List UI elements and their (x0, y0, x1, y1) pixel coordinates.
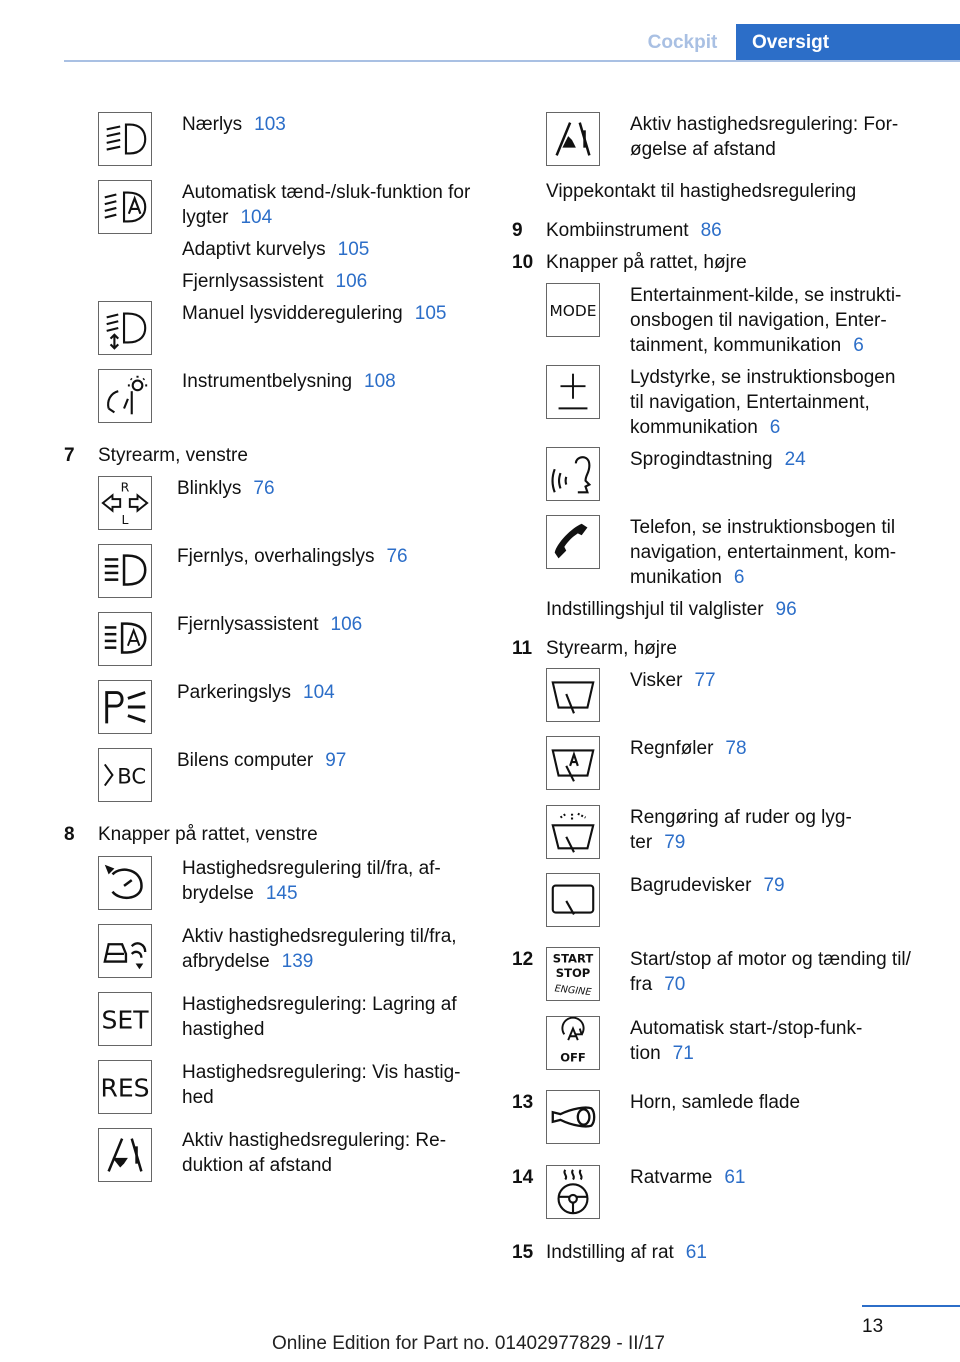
wiper-icon (546, 668, 600, 722)
item-horn: Horn, samlede flade (630, 1092, 801, 1113)
volume-icon (546, 365, 600, 419)
set-label: SET (101, 1005, 149, 1035)
rain-sensor-icon (546, 736, 600, 790)
item-thumbwheel: Indstillingshjul til valglister 96 (546, 599, 797, 620)
section-number-7: 7 (64, 445, 75, 466)
board-computer-icon (98, 748, 152, 802)
item-speed-resume: Hastighedsregulering: Vis hastig- hed (182, 1062, 461, 1108)
cruise-control-icon (98, 856, 152, 910)
section-number-11: 11 (512, 638, 533, 659)
page-ref[interactable]: 139 (281, 951, 314, 972)
item-adaptive-curve-light: Adaptivt kurvelys 105 (182, 239, 370, 260)
page-ref[interactable]: 76 (386, 546, 408, 567)
instrument-lighting-icon (98, 369, 152, 423)
item-turn-signal: Blinklys 76 (177, 478, 275, 499)
page-ref[interactable]: 97 (325, 750, 347, 771)
section-number-13: 13 (512, 1092, 534, 1113)
distance-decrease-icon (98, 1128, 152, 1182)
start-stop-engine-icon (546, 947, 600, 1001)
item-washer: Rengøring af ruder og lyg- ter 79 (630, 807, 852, 853)
auto-start-stop-icon (546, 1016, 600, 1070)
tab-oversigt[interactable]: Oversigt (736, 24, 960, 61)
page-ref[interactable]: 106 (330, 614, 363, 635)
item-telephone: Telefon, se instruktionsbogen til navigation, entertainment, kom- munikation 6 (630, 517, 897, 588)
item-steering-adjust: Indstilling af rat 61 (546, 1242, 707, 1263)
item-high-beam-assistant-lever: Fjernlysassistent 106 (177, 614, 363, 635)
section-number-8: 8 (64, 824, 75, 845)
page-ref[interactable]: 76 (253, 478, 275, 499)
page-ref[interactable]: 6 (853, 335, 864, 356)
footer-divider (862, 1305, 960, 1307)
section-number-14: 14 (512, 1167, 534, 1188)
item-start-stop: Start/stop af motor og tænding til/ fra 70 (630, 949, 911, 995)
section-number-12: 12 (512, 949, 534, 970)
page-ref[interactable]: 61 (685, 1242, 707, 1263)
item-rocker-switch: Vippekontakt til hastighedsregulering (546, 181, 857, 202)
section-title-10: Knapper på rattet, højre (546, 252, 747, 273)
high-beam-assistant-icon (98, 612, 152, 666)
page-ref[interactable]: 77 (694, 670, 716, 691)
item-volume: Lydstyrke, se instruktionsbogen til navigation, Entertainment, kommunikation 6 (630, 367, 896, 438)
page-ref[interactable]: 6 (769, 417, 781, 438)
item-rear-wiper: Bagrudevisker 79 (630, 875, 785, 896)
res-label: RES (100, 1073, 150, 1103)
bc-label: BC (117, 763, 147, 789)
mode-icon (546, 283, 600, 337)
section-title-11: Styrearm, højre (546, 638, 677, 659)
item-cruise-control: Hastighedsregulering til/fra, af- brydelse 145 (182, 858, 441, 904)
stop-label: STOP (555, 965, 591, 980)
mode-label: MODE (549, 301, 597, 320)
page-ref[interactable]: 24 (784, 449, 806, 470)
item-steering-heating: Ratvarme 61 (630, 1167, 746, 1188)
page-ref[interactable]: 104 (303, 682, 335, 703)
start-label: START (552, 951, 594, 966)
item-high-beam: Fjernlys, overhalingslys 76 (177, 546, 408, 567)
item-high-beam-assistant: Fjernlysassistent 106 (182, 271, 368, 292)
page-number: 13 (862, 1316, 884, 1337)
page-ref[interactable]: 108 (364, 371, 396, 392)
item-entertainment-source: Entertainment-kilde, se instrukti- onsbogen til navigation, Enter- tainment, kommunikation 6 (630, 285, 902, 356)
page-ref[interactable]: 104 (240, 207, 273, 228)
page-ref[interactable]: 78 (725, 738, 747, 759)
active-cruise-control-icon (98, 924, 152, 978)
parking-light-icon (98, 680, 152, 734)
header-divider (64, 60, 960, 62)
section-number-10: 10 (512, 252, 534, 273)
item-headlight-range: Manuel lysvidderegulering 105 (182, 303, 447, 324)
section-number-9: 9 (512, 220, 523, 241)
section-title-7: Styrearm, venstre (98, 445, 248, 466)
page-ref[interactable]: 105 (337, 239, 370, 260)
page-ref[interactable]: 79 (664, 832, 686, 853)
page-ref[interactable]: 86 (700, 220, 722, 241)
page-ref[interactable]: 70 (664, 974, 686, 995)
auto-headlight-icon (98, 180, 152, 234)
voice-control-icon (546, 447, 600, 501)
item-instrument-cluster: Kombiinstrument 86 (546, 220, 722, 241)
headlight-range-icon (98, 301, 152, 355)
item-parking-light: Parkeringslys 104 (177, 682, 335, 703)
section-number-15: 15 (512, 1242, 534, 1263)
item-auto-headlight: Automatisk tænd-/sluk-funktion for lygter 104 (182, 182, 471, 228)
item-rain-sensor: Regnføler 78 (630, 738, 747, 759)
page-ref[interactable]: 103 (254, 114, 286, 135)
item-active-cruise-control: Aktiv hastighedsregulering til/fra, afbrydelse 139 (182, 926, 457, 972)
page-ref[interactable]: 105 (414, 303, 447, 324)
item-auto-start-stop: Automatisk start-/stop-funk- tion 71 (630, 1018, 863, 1064)
telephone-icon (546, 515, 600, 569)
off-label: OFF (560, 1050, 586, 1065)
rear-wiper-icon (546, 873, 600, 927)
page-ref[interactable]: 96 (775, 599, 797, 620)
item-wiper: Visker 77 (630, 670, 716, 691)
page-ref[interactable]: 61 (724, 1167, 746, 1188)
page-ref[interactable]: 6 (733, 567, 745, 588)
set-icon (98, 992, 152, 1046)
steering-wheel-heating-icon (546, 1165, 600, 1219)
res-icon (98, 1060, 152, 1114)
page-ref[interactable]: 79 (763, 875, 785, 896)
high-beam-icon (98, 544, 152, 598)
page-ref[interactable]: 71 (672, 1043, 694, 1064)
footer-edition: Online Edition for Part no. 01402977829 - II/17 (272, 1333, 665, 1354)
engine-label: ENGINE (554, 983, 592, 999)
item-distance-increase: Aktiv hastighedsregulering: For- øgelse af afstand (630, 114, 899, 160)
item-speed-store: Hastighedsregulering: Lagring af hastighed (182, 994, 457, 1040)
item-instrument-lighting: Instrumentbelysning 108 (182, 371, 396, 392)
item-low-beam: Nærlys 103 (182, 114, 286, 135)
section-title-8: Knapper på rattet, venstre (98, 824, 318, 845)
item-board-computer: Bilens computer 97 (177, 750, 347, 771)
item-voice-control: Sprogindtastning 24 (630, 449, 806, 470)
low-beam-icon (98, 112, 152, 166)
turn-signal-icon (98, 476, 152, 530)
horn-icon (546, 1090, 600, 1144)
distance-increase-icon (546, 112, 600, 166)
page-ref[interactable]: 145 (265, 883, 298, 904)
svg-text:R: R (120, 479, 130, 495)
washer-icon (546, 805, 600, 859)
tab-cockpit[interactable]: Cockpit (630, 24, 735, 61)
item-distance-decrease: Aktiv hastighedsregulering: Re- duktion af afstand (182, 1130, 447, 1176)
svg-text:L: L (121, 512, 129, 528)
page-ref[interactable]: 106 (335, 271, 368, 292)
